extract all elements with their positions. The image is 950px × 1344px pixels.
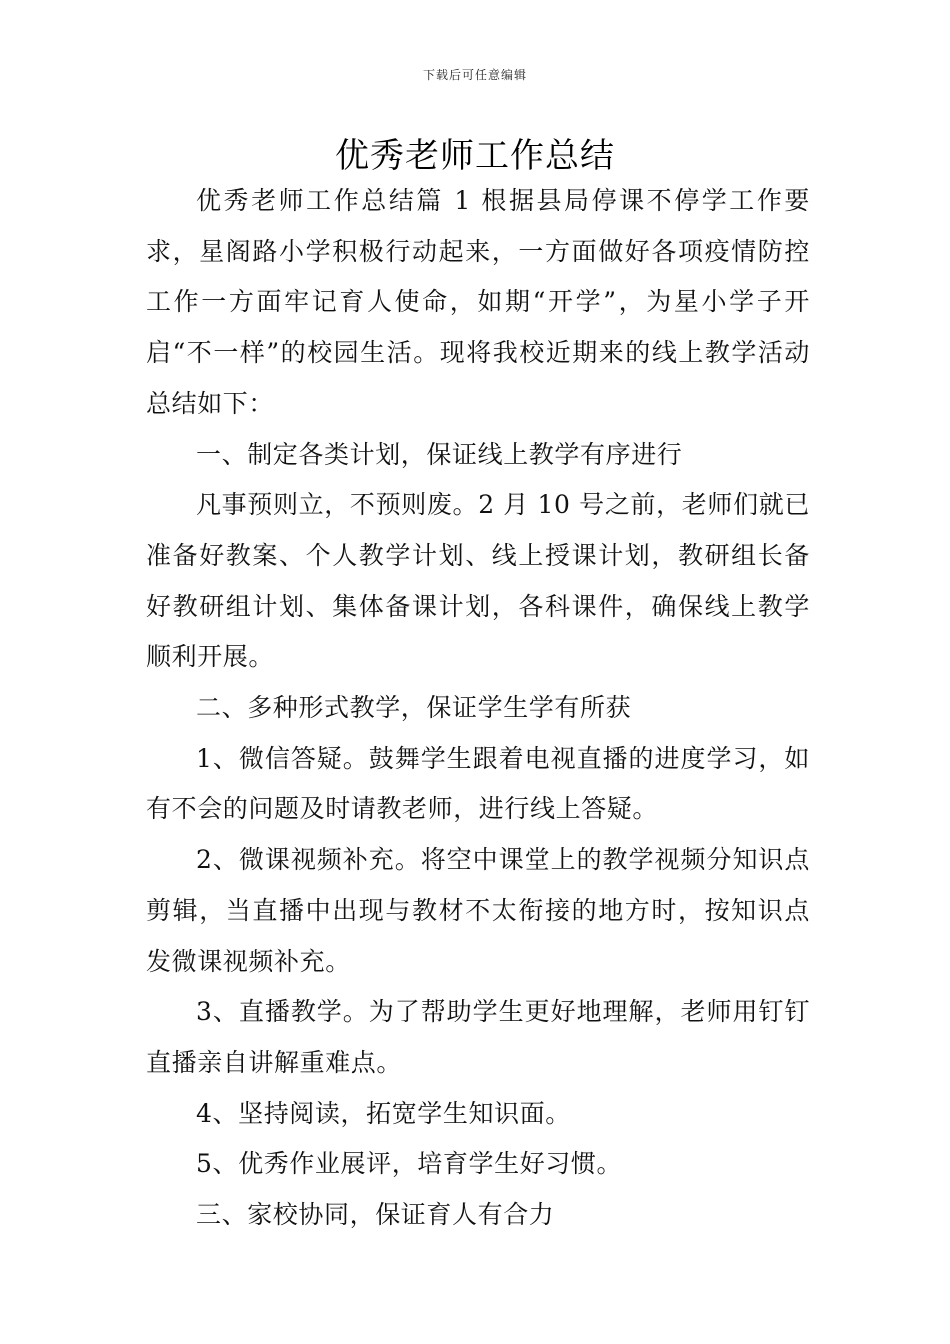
section-heading-1: 一、制定各类计划，保证线上教学有序进行 xyxy=(196,439,683,469)
document-body xyxy=(146,176,810,1241)
paragraph-intro: 优秀老师工作总结篇 1 根据县局停课不停学工作要求，星阁路小学积极行动起来，一方面做好各项疫情防控工作一方面牢记育人使命，如期“开学”，为星小学子开启“不一样”的校园生活。现将我校近期来的线上教学活动总结如下： xyxy=(146,186,810,418)
list-item-micro-video: 2、微课视频补充。将空中课堂上的教学视频分知识点剪辑，当直播中出现与教材不太衔接的地方时，按知识点发微课视频补充。 xyxy=(146,845,810,976)
section-heading-3: 三、家校协同，保证育人有合力 xyxy=(196,1200,555,1230)
list-item-reading: 4、坚持阅读，拓宽学生知识面。 xyxy=(196,1098,571,1128)
paragraph-plans: 凡事预则立，不预则废。2 月 10 号之前，老师们就已准备好教案、个人教学计划、线上授课计划，教研组长备好教研组计划、集体备课计划，各科课件，确保线上教学顺利开展。 xyxy=(146,490,810,672)
document-title: 优秀老师工作总结 xyxy=(335,136,615,176)
section-heading-2: 二、多种形式教学，保证学生学有所获 xyxy=(196,693,632,723)
list-item-homework-review: 5、优秀作业展评，培育学生好习惯。 xyxy=(196,1149,623,1179)
list-item-live-teaching: 3、直播教学。为了帮助学生更好地理解，老师用钉钉直播亲自讲解重难点。 xyxy=(146,997,810,1077)
list-item-wechat-qa: 1、微信答疑。鼓舞学生跟着电视直播的进度学习，如有不会的问题及时请教老师，进行线上答疑。 xyxy=(146,743,810,824)
header-note: 下载后可任意编辑 xyxy=(422,68,527,82)
